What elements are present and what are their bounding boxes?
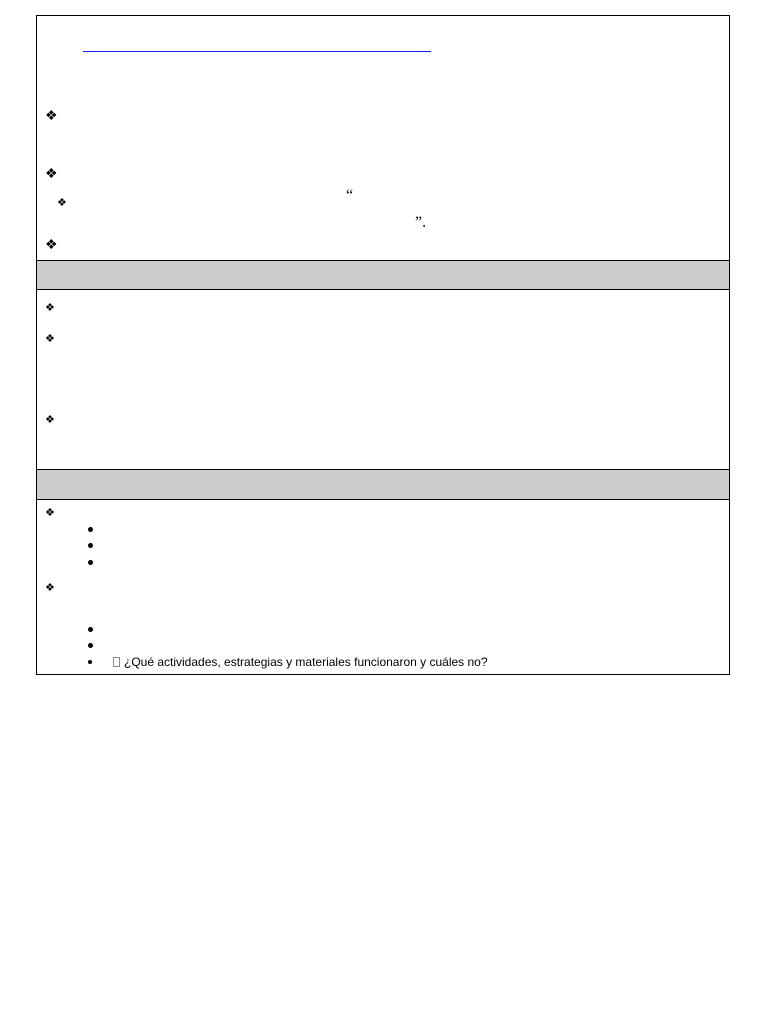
hyperlink-underline[interactable]	[83, 51, 431, 52]
list-item	[113, 655, 488, 669]
diamond-bullet-icon: ❖	[45, 333, 55, 345]
missing-glyph-icon	[113, 657, 120, 667]
diamond-bullet-icon: ❖	[57, 197, 67, 209]
diamond-bullet-icon: ❖	[45, 165, 58, 181]
diamond-bullet-icon: ❖	[45, 302, 55, 314]
section-3	[37, 500, 729, 676]
round-bullet	[88, 560, 93, 565]
document-table	[36, 15, 730, 675]
round-bullet	[88, 543, 93, 548]
diamond-bullet-icon: ❖	[45, 107, 58, 123]
open-quote: “	[346, 187, 354, 204]
list-item-text: ¿Qué actividades, estrategias y materiales funcionaron y cuáles no?	[124, 655, 488, 669]
close-quote: ”.	[415, 214, 427, 231]
diamond-bullet-icon: ❖	[45, 507, 55, 519]
diamond-bullet-icon: ❖	[45, 414, 55, 426]
round-bullet	[88, 627, 93, 632]
round-bullet	[88, 643, 93, 648]
section-header-band	[37, 469, 729, 500]
section-header-band	[37, 260, 729, 290]
diamond-bullet-icon: ❖	[45, 582, 55, 594]
section-2	[37, 290, 729, 469]
section-1	[37, 16, 729, 260]
round-bullet	[88, 660, 92, 664]
round-bullet	[88, 527, 93, 532]
diamond-bullet-icon: ❖	[45, 236, 58, 252]
